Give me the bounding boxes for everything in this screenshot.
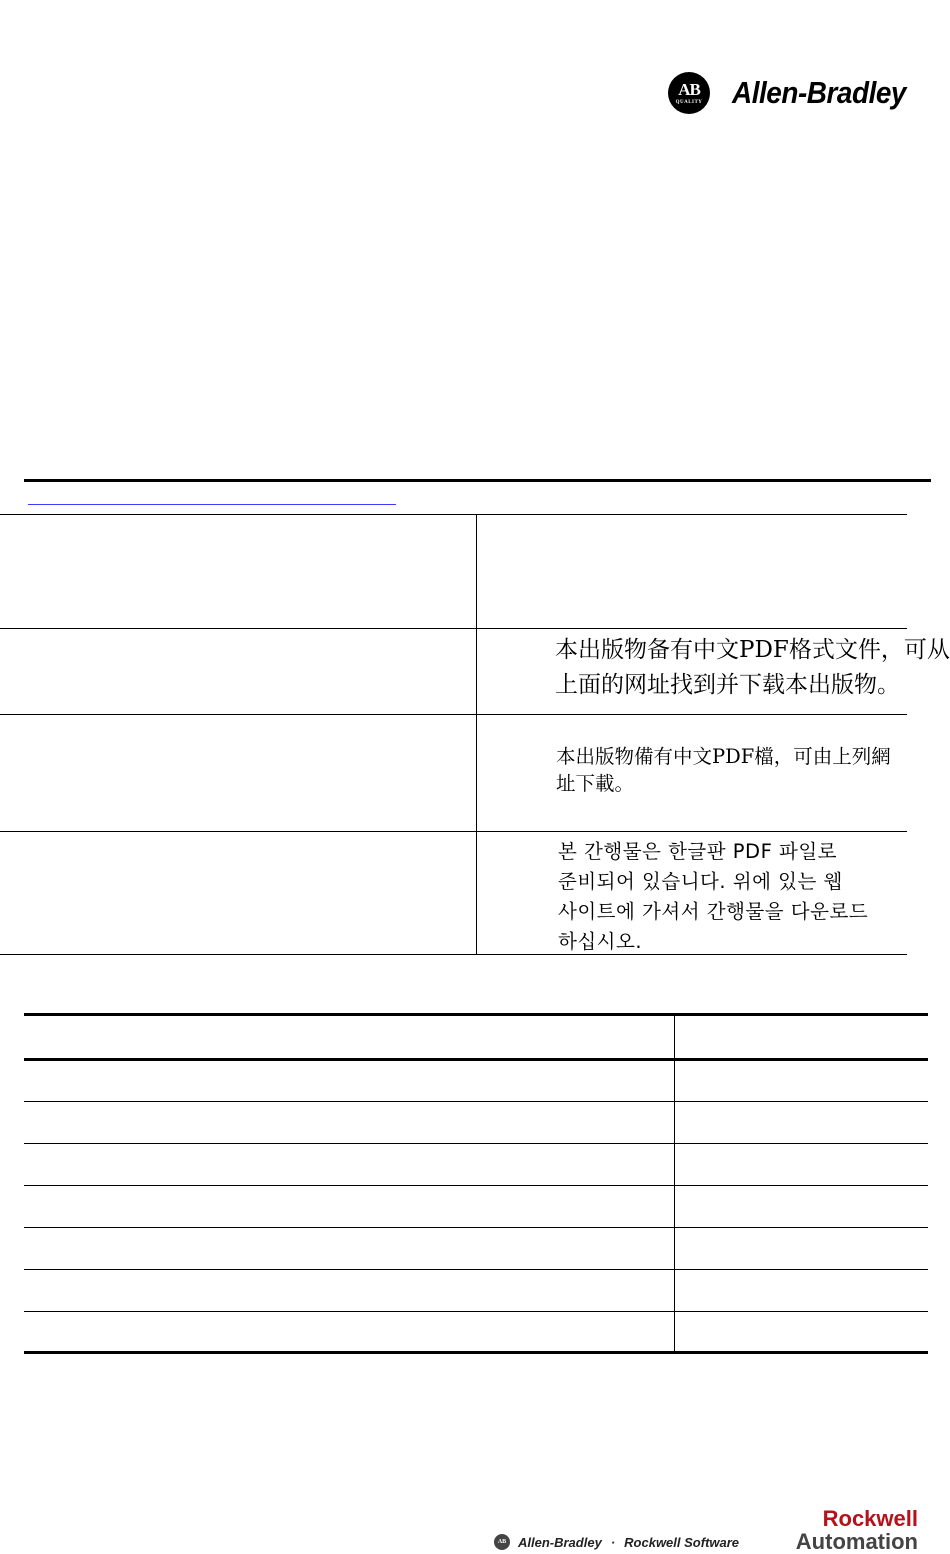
table-row	[24, 1143, 928, 1144]
revision-table-header-rule	[24, 1058, 928, 1061]
table-row	[24, 1227, 928, 1228]
simplified-chinese-notice: 本出版物备有中文PDF格式文件，可从 上面的网址找到并下载本出版物。	[555, 637, 950, 698]
table-row	[24, 1185, 928, 1186]
footer-brand-rockwell-software: Rockwell Software	[624, 1535, 740, 1550]
table-row	[24, 1269, 928, 1270]
language-row-1	[0, 514, 907, 629]
rockwell-wordmark: Rockwell	[822, 1506, 918, 1531]
footer-brands	[518, 1535, 739, 1550]
revision-table-divider	[674, 1015, 675, 1352]
table-row	[24, 1101, 928, 1102]
ab-seal-icon	[668, 72, 710, 114]
allen-bradley-logo	[668, 72, 925, 114]
web-link[interactable]	[28, 504, 396, 505]
revision-table-top-rule	[24, 1013, 928, 1016]
rockwell-automation-logo	[796, 1508, 918, 1553]
ab-seal-letters: AB	[678, 80, 700, 99]
footer-separator: ·	[610, 1535, 616, 1550]
brand-name: Allen-Bradley	[732, 75, 907, 110]
revision-table-bottom-rule	[24, 1351, 928, 1354]
footer-brand-allen-bradley: Allen-Bradley	[518, 1535, 602, 1550]
footer	[494, 1508, 934, 1552]
section-rule	[24, 479, 931, 482]
automation-wordmark: Automation	[795, 1529, 918, 1554]
ab-seal-small-icon: AB	[494, 1534, 510, 1550]
ab-seal-small: QUALITY	[675, 100, 703, 105]
korean-notice: 본 간행물은 한글판 PDF 파일로 준비되어 있습니다. 위에 있는 웹 사이트에 가셔서 간행물을 다운로드 하십시오.	[558, 840, 869, 953]
language-table-divider	[476, 514, 477, 954]
table-row	[24, 1311, 928, 1312]
traditional-chinese-notice: 本出版物備有中文PDF檔，可由上列網 址下載。	[556, 745, 891, 795]
